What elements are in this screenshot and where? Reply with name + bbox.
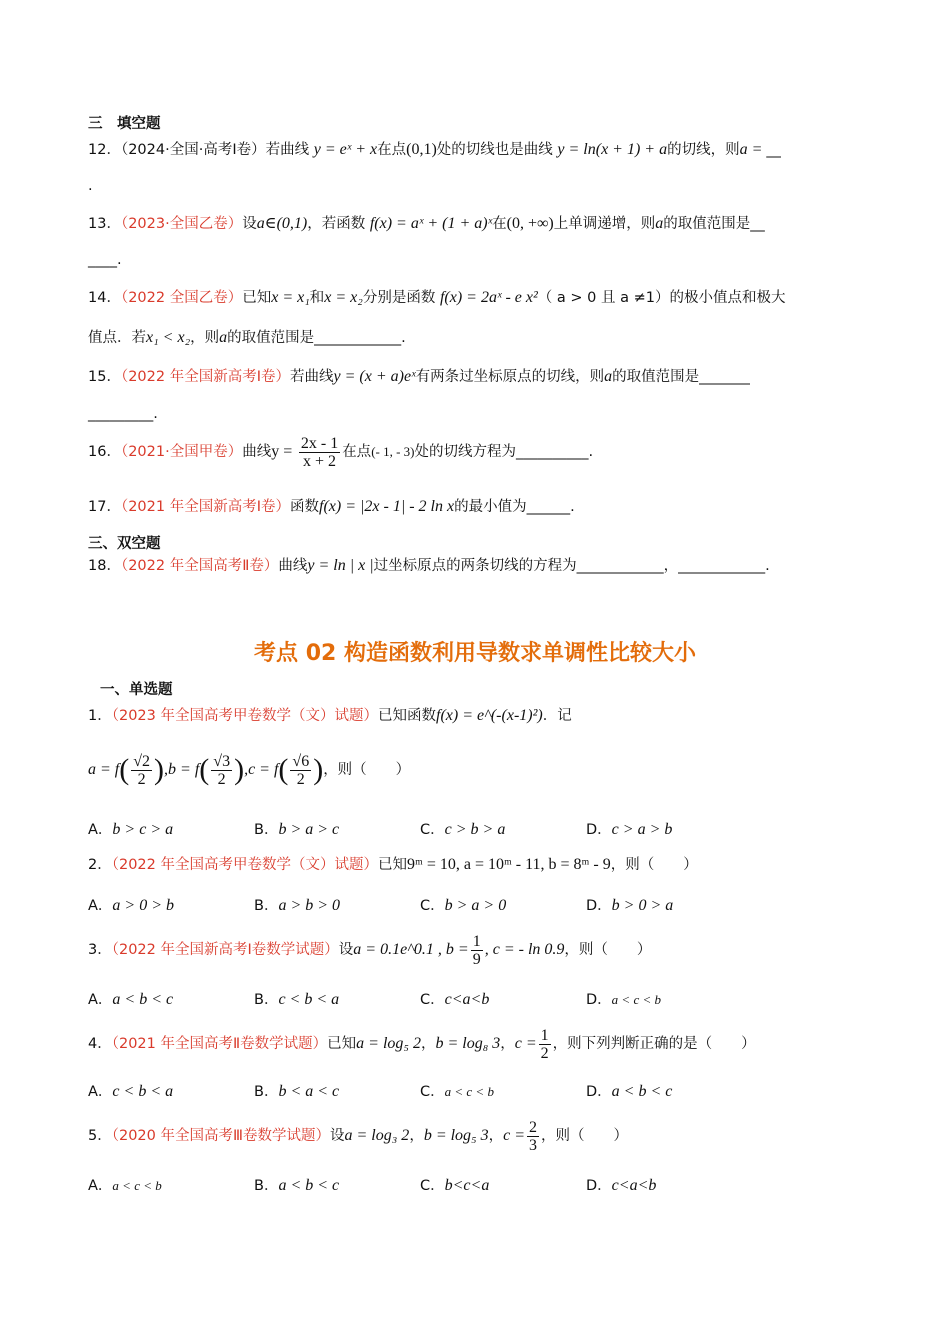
q-text: （2024·全国·高考Ⅰ卷）若曲线 xyxy=(120,142,310,158)
option-c[interactable]: C．c<a<b xyxy=(420,991,490,1008)
question-15: 15．（2022 年全国新高考Ⅰ卷）若曲线y = (x + a)eˣ有两条过坐标原点的切线，则a的取值范围是_______ xyxy=(88,368,750,385)
answer-blank: ____________ xyxy=(576,558,664,574)
answer-blank: _______ xyxy=(699,369,750,385)
answer-blank: __ xyxy=(766,142,781,158)
option-a[interactable]: A．a < b < c xyxy=(88,991,174,1008)
fraction: $\frac{√2}{2}$ xyxy=(133,752,151,788)
option-c[interactable]: C．c > b > a xyxy=(420,821,506,838)
option-c[interactable]: C．b > a > 0 xyxy=(420,897,507,914)
option-d[interactable]: D．c<a<b xyxy=(586,1177,657,1194)
answer-blank: __________ xyxy=(516,444,589,460)
problem-1-defs: a = f( $\frac{√2}{2}$ ),b = f( $\frac{√3}{2}$ ),c = f( $\frac{√6}{2}$ )，则（ ） xyxy=(88,752,411,788)
q-number: 12． xyxy=(88,142,121,158)
option-a[interactable]: A．a > 0 > b xyxy=(88,897,175,914)
problem-2: 2．（2022 年全国高考甲卷数学（文）试题）已知9ᵐ = 10, a = 10ᵐ - 11, b = 8ᵐ - 9，则（ ） xyxy=(88,856,698,873)
source-tag: （2023·全国乙卷） xyxy=(120,216,243,232)
option-b[interactable]: B．b > a > c xyxy=(254,821,340,838)
answer-blank: ____________ xyxy=(678,558,766,574)
q15-line2: _________. xyxy=(88,406,158,422)
fraction: $\frac{1}{9}$ xyxy=(472,932,481,968)
q13-line2: ____. xyxy=(88,252,122,268)
problem-4: 4．（2021 年全国高考Ⅱ卷数学试题）已知a = log₅ 2，b = log₈ 3，c = $\frac{1}{2}$ ，则下列判断正确的是（ ） xyxy=(88,1026,756,1062)
problem-5: 5．（2020 年全国高考Ⅲ卷数学试题）设a = log₃ 2，b = log₅ 3，c = $\frac{2}{3}$ ，则（ ） xyxy=(88,1118,629,1154)
source-tag: （2022 年全国新高考Ⅰ卷数学试题） xyxy=(111,942,339,958)
option-b[interactable]: B．a < b < c xyxy=(254,1177,340,1194)
source-tag: （2022 年全国高考甲卷数学（文）试题） xyxy=(111,857,378,873)
option-c[interactable]: C．b<c<a xyxy=(420,1177,490,1194)
problem-3: 3．（2022 年全国新高考Ⅰ卷数学试题）设a = 0.1e^0.1 , b = $\frac{1}{9}$ , c = - ln 0.9，则（ ） xyxy=(88,932,652,968)
option-d[interactable]: D．c > a > b xyxy=(586,821,673,838)
source-tag: （2022 年全国新高考Ⅰ卷） xyxy=(120,369,290,385)
question-17: 17．（2021 年全国新高考Ⅰ卷）函数f(x) = |2x - 1| - 2 ln x的最小值为______. xyxy=(88,498,575,515)
fraction: $\frac{2x - 1}{x + 2}$ xyxy=(300,434,339,470)
topic-title: 考点 02 构造函数利用导数求单调性比较大小 xyxy=(254,641,696,666)
source-tag: （2023 年全国高考甲卷数学（文）试题） xyxy=(111,708,378,724)
fraction: $\frac{2}{3}$ xyxy=(529,1118,538,1154)
answer-blank: __ xyxy=(750,216,765,232)
question-14: 14．（2022 全国乙卷）已知x = x₁和x = x₂分别是函数 f(x) = 2aˣ - e x²（ a > 0 且 a ≠1）的极小值点和极大 xyxy=(88,289,786,306)
option-c[interactable]: C．a < c < b xyxy=(420,1084,494,1100)
answer-blank: ____________ xyxy=(314,330,402,346)
option-a[interactable]: A．a < c < b xyxy=(88,1178,162,1194)
question-18: 18．（2022 年全国高考Ⅱ卷）曲线y = ln | x |过坐标原点的两条切线的方程为____________，____________. xyxy=(88,557,770,574)
source-tag: （2021 年全国高考Ⅱ卷数学试题） xyxy=(111,1036,328,1052)
option-a[interactable]: A．c < b < a xyxy=(88,1083,174,1100)
q-math: y = eˣ + x xyxy=(313,141,378,158)
source-tag: （2021 年全国新高考Ⅰ卷） xyxy=(120,499,290,515)
source-tag: （2020 年全国高考Ⅲ卷数学试题） xyxy=(111,1128,330,1144)
section-heading-double: 三、双空题 xyxy=(88,536,161,552)
option-d[interactable]: D．b > 0 > a xyxy=(586,897,674,914)
option-b[interactable]: B．b < a < c xyxy=(254,1083,340,1100)
q12-end: . xyxy=(88,178,93,194)
section-heading-fill: 三 填空题 xyxy=(88,116,161,132)
source-tag: （2021·全国甲卷） xyxy=(120,444,243,460)
option-b[interactable]: B．c < b < a xyxy=(254,991,340,1008)
question-13: 13．（2023·全国乙卷）设a∈(0,1)，若函数 f(x) = aˣ + (1 + a)ˣ在(0, +∞)上单调递增，则a的取值范围是__ xyxy=(88,215,765,232)
source-tag: （2022 年全国高考Ⅱ卷） xyxy=(120,558,279,574)
question-16: 16．（2021·全国甲卷）曲线y = $\frac{2x - 1}{x + 2}$ 在点(- 1, - 3)处的切线方程为__________. xyxy=(88,434,594,470)
source-tag: （2022 全国乙卷） xyxy=(120,290,243,306)
option-a[interactable]: A．b > c > a xyxy=(88,821,174,838)
answer-blank: ______ xyxy=(526,499,571,515)
fraction: $\frac{1}{2}$ xyxy=(540,1026,549,1062)
option-b[interactable]: B．a > b > 0 xyxy=(254,897,341,914)
fraction: $\frac{√6}{2}$ xyxy=(292,752,310,788)
q14-line2: 值点．若x₁ < x₂，则a的取值范围是____________. xyxy=(88,329,406,346)
section-heading-single: 一、单选题 xyxy=(100,682,173,698)
option-d[interactable]: D．a < b < c xyxy=(586,1083,673,1100)
option-d[interactable]: D．a < c < b xyxy=(586,992,661,1008)
question-12: 12．（2024·全国·高考Ⅰ卷）若曲线 y = eˣ + x在点(0,1)处的切线也是曲线 y = ln(x + 1) + a的切线，则a = __ xyxy=(88,141,781,158)
problem-1: 1．（2023 年全国高考甲卷数学（文）试题）已知函数f(x) = e^(-(x-1)²)．记 xyxy=(88,707,572,724)
fraction: $\frac{√3}{2}$ xyxy=(213,752,231,788)
